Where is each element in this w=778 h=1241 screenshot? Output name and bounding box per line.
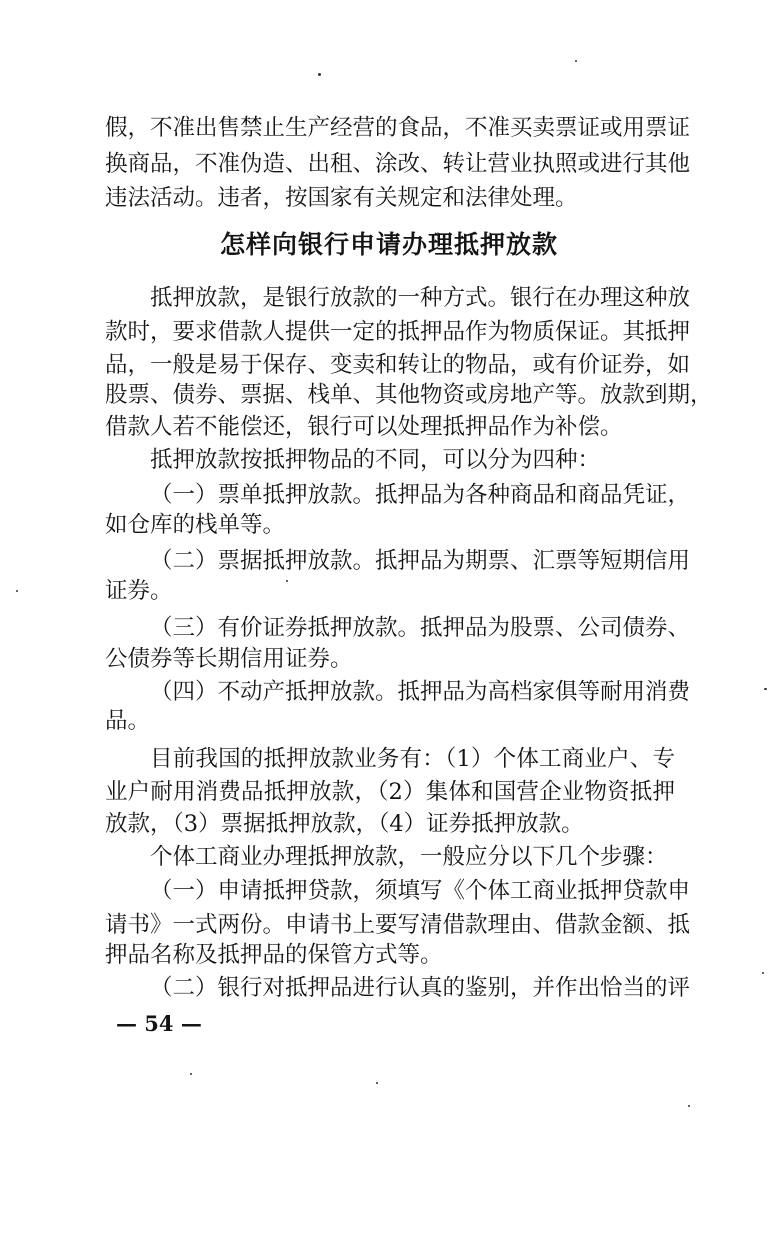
section-title: 怎样向银行申请办理抵押放款 xyxy=(219,230,558,259)
text-line: （二）票据抵押放款。抵押品为期票、汇票等短期信用 xyxy=(150,548,691,574)
text-line: 抵押放款，是银行放款的一种方式。银行在办理这种放 xyxy=(150,285,691,311)
text-line: 款时，要求借款人提供一定的抵押品作为物质保证。其抵押 xyxy=(105,319,691,345)
text-line: 放款，（3）票据抵押放款，（4）证券抵押放款。 xyxy=(105,811,584,837)
text-line: 公债券等长期信用证券。 xyxy=(105,646,353,672)
text-line: 如仓库的栈单等。 xyxy=(105,512,286,538)
scan-speck xyxy=(575,60,577,62)
scan-speck xyxy=(376,1082,378,1084)
text-line: 违法活动。违者，按国家有关规定和法律处理。 xyxy=(105,185,578,211)
scan-speck xyxy=(190,1073,192,1075)
scan-speck xyxy=(286,580,288,582)
scan-speck xyxy=(688,1105,690,1107)
text-line: 品，一般是易于保存、变卖和转让的物品，或有价证券，如 xyxy=(105,352,691,378)
text-line: （一）票单抵押放款。抵押品为各种商品和商品凭证， xyxy=(150,482,691,508)
text-line: 请书》一式两份。申请书上要写清借款理由、借款金额、抵 xyxy=(105,912,691,938)
text-line: 换商品，不准伪造、出租、涂改、转让营业执照或进行其他 xyxy=(105,151,691,177)
scan-speck xyxy=(318,73,321,76)
text-line: （四）不动产抵押放款。抵押品为高档家俱等耐用消费 xyxy=(150,679,691,705)
text-line: 股票、债券、票据、栈单、其他物资或房地产等。放款到期， xyxy=(105,382,713,408)
text-line: 品。 xyxy=(105,708,151,734)
scan-speck xyxy=(762,972,764,974)
text-line: 目前我国的抵押放款业务有：（1）个体工商业户、专 xyxy=(150,746,675,772)
scan-speck xyxy=(764,688,767,690)
text-line: 借款人若不能偿还，银行可以处理抵押品作为补偿。 xyxy=(105,414,623,440)
text-line: （二）银行对抵押品进行认真的鉴别，并作出恰当的评 xyxy=(150,975,691,1001)
text-line: 个体工商业办理抵押放款，一般应分以下几个步骤： xyxy=(150,844,668,870)
scan-speck xyxy=(16,590,18,592)
text-line: 业户耐用消费品抵押放款，（2）集体和国营企业物资抵押 xyxy=(105,779,675,805)
text-line: （三）有价证券抵押放款。抵押品为股票、公司债券、 xyxy=(150,615,691,641)
text-line: 押品名称及抵押品的保管方式等。 xyxy=(105,942,443,968)
text-line: 抵押放款按抵押物品的不同，可以分为四种： xyxy=(150,447,601,473)
page-number: — 54 — xyxy=(116,1011,202,1036)
text-line: 假，不准出售禁止生产经营的食品，不准买卖票证或用票证 xyxy=(105,115,691,141)
text-line: （一）申请抵押贷款，须填写《个体工商业抵押贷款申 xyxy=(150,878,691,904)
text-line: 证券。 xyxy=(105,578,173,604)
